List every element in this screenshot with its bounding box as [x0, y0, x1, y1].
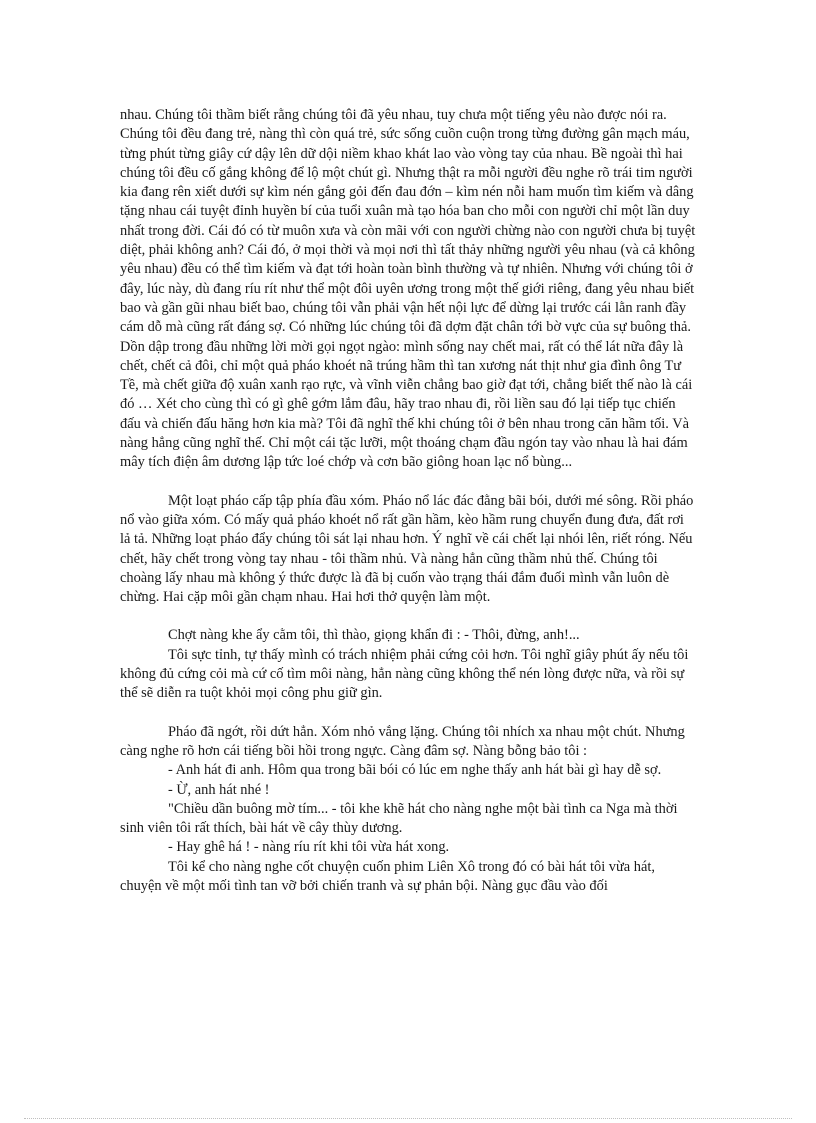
paragraph-last: Tôi kể cho nàng nghe cốt chuyện cuốn phim Liên Xô trong đó có bài hát tôi vừa hát, chuyện về một mối tình tan vỡ bởi chiến tranh và sự phản bội. Nàng gục đầu vào đối — [120, 858, 655, 894]
paragraph-3: Chợt nàng khe ẩy cằm tôi, thì thào, giọng khẩn đi : - Thôi, đừng, anh!... — [168, 627, 580, 644]
paragraph-gap — [120, 473, 696, 492]
page-bottom-divider — [24, 1118, 792, 1119]
dialogue-line-3: - Hay ghê há ! - nàng ríu rít khi tôi vừa hát xong. — [168, 839, 450, 856]
document-page — [120, 106, 696, 896]
paragraph-5: Pháo đã ngớt, rồi dứt hẳn. Xóm nhỏ vắng lặng. Chúng tôi nhích xa nhau một chút. Nhưng càng nghe rõ hơn cái tiếng bồi hồi trong ngực. Càng đâm sợ. Nàng bỗng bảo tôi : — [120, 723, 685, 759]
paragraph-1: nhau. Chúng tôi thầm biết rằng chúng tôi đã yêu nhau, tuy chưa một tiếng yêu nào được nói ra. Chúng tôi đều đang trẻ, nàng thì còn quá trẻ, sức sống cuồn cuộn trong từng đường gân mạch máu, từng phút từng giây cứ dậy lên dữ dội niềm khao khát lao vào vòng tay của nhau. Bề ngoài thì hai chúng tôi đều cố gắng không để lộ một chút gì. Nhưng thật ra mỗi người đều nghe rõ trái tim người kia đang rên xiết dưới sự kìm nén gắng gỏi đến đau đớn – kìm nén nỗi ham muốn tìm kiếm và dâng tặng nhau cái tuyệt đỉnh huyền bí của tuổi xuân mà tạo hóa ban cho mỗi con người chỉ một lần duy nhất trong đời. Cái đó có từ muôn xưa và còn mãi với con người chừng nào con người chưa bị tuyệt diệt, phải không anh? Cái đó, ở mọi thời và mọi nơi thì tất thảy những người yêu nhau (và cả không yêu nhau) đều có thể tìm kiếm và đạt tới hoàn toàn bình thường và tự nhiên. Nhưng với chúng tôi ở đây, lúc này, dù đang ríu rít như thể một đôi uyên ương trong một thế giới riêng, đang yêu nhau biết bao và gần gũi nhau biết bao, chúng tôi vẫn phải vận hết nội lực để dừng lại trước cái lằn ranh đầy cám dỗ mà cũng rất đáng sợ. Có những lúc chúng tôi đã dợm đặt chân tới bờ vực của sự buông thả. Dồn dập trong đầu những lời mời gọi ngọt ngào: mình sống nay chết mai, rất có thể lát nữa đây là chết, chết cả đôi, chỉ một quả pháo khoét nã trúng hầm thì tan xương nát thịt như gia đình ông Tư Tề, mà chết giữa độ xuân xanh rạo rực, và vĩnh viễn chẳng bao giờ đạt tới, chẳng biết thế nào là cái đó … Xét cho cùng thì có gì ghê gớm lắm đâu, hãy trao nhau đi, rồi liền sau đó lại tiếp tục chiến đấu và chiến đấu hăng hơn kia mà? Tôi đã nghĩ thế khi chúng tôi ở bên nhau trong căn hầm tối. Và nàng hẳng cũng nghĩ thế. Chỉ một cái tặc lưỡi, một thoáng chạm đầu ngón tay vào nhau là hai đám mây tích điện âm dương lập tức loé chớp và cơn bão giông hoan lạc nổ bùng... — [120, 107, 696, 471]
paragraph-gap — [120, 704, 696, 723]
paragraph-4: Tôi sực tỉnh, tự thấy mình có trách nhiệm phải cứng cỏi hơn. Tôi nghĩ giây phút ấy nếu tôi không đủ cứng cỏi mà cứ cố tìm môi nàng, hẳn nàng cũng không thể nén lòng được nữa, và rồi sự thể sẽ diễn ra tuột khỏi mọi công phu giữ gìn. — [120, 646, 689, 702]
paragraph-2: Một loạt pháo cấp tập phía đầu xóm. Pháo nổ lác đác đằng bãi bói, dưới mé sông. Rồi pháo nổ vào giữa xóm. Có mấy quả pháo khoét nổ rất gần hầm, kèo hầm rung chuyển đung đưa, đất rơi lả tả. Những loạt pháo đẩy chúng tôi sát lại nhau hơn. Ý nghĩ về cái chết lại nhói lên, riết róng. Nếu chết, hãy chết trong vòng tay nhau - tôi thầm nhủ. Và nàng hẳn cũng thầm nhủ thế. Chúng tôi choàng lấy nhau mà không ý thức được là đã bị cuốn vào trạng thái đắm đuối mình vẫn luôn dè chừng. Hai cặp môi gần chạm nhau. Hai hơi thở quyện làm một. — [120, 492, 694, 606]
paragraph-gap — [120, 607, 696, 626]
dialogue-line-2: - Ừ, anh hát nhé ! — [168, 781, 270, 798]
dialogue-line-1: - Anh hát đi anh. Hôm qua trong bãi bói có lúc em nghe thấy anh hát bài gì hay dễ sợ. — [168, 762, 662, 779]
song-line: "Chiều dần buông mờ tím... - tôi khe khẽ hát cho nàng nghe một bài tình ca Nga mà thời sinh viên tôi rất thích, bài hát về cây thùy dương. — [120, 800, 678, 837]
